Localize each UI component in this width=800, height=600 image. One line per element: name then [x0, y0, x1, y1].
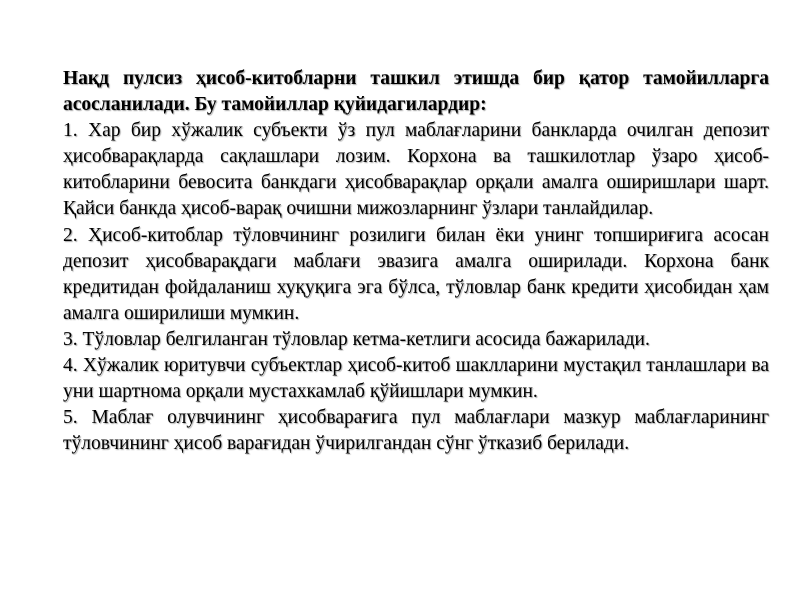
document-heading: Нақд пулсиз ҳисоб-китобларни ташкил этишда бир қатор тамойилларга асосланилади. Бу тамойиллар қуйидагилардир: [63, 68, 769, 116]
principle-item-2: 2. Ҳисоб-китоблар тўловчининг розилиги билан ёки унинг топшириғига асосан депозит ҳисобварақдаги маблағи эвазига амалга оширилади. Корхона банк кредитидан фойдаланиш хуқуқига эга бўлса, тўловлар банк кредити ҳисобидан ҳам амалга оширилиши мумкин. [63, 224, 769, 324]
principle-item-3: 3. Тўловлар белгиланган тўловлар кетма-кетлиги асосида бажарилади. [63, 328, 650, 350]
principle-item-5: 5. Маблағ олувчининг ҳисобварағига пул маблағлари мазкур маблағларининг тўловчининг ҳисоб варағидан ўчирилгандан сўнг ўтказиб берилади. [63, 407, 769, 455]
principle-item-4: 4. Хўжалик юритувчи субъектлар ҳисоб-китоб шаклларини мустақил танлашлари ва уни шартнома орқали мустахкамлаб қўйишлари мумкин. [63, 355, 769, 403]
principle-item-1: 1. Хар бир хўжалик субъекти ўз пул маблағларини банкларда очилган депозит ҳисобварақларда сақлашлари лозим. Корхона ва ташкилотлар ўзаро ҳисоб-китобларини бевосита банкдаги ҳисобварақлар орқали амалга оширишлари шарт. Қайси банкда ҳисоб-варақ очишни мижозларнинг ўзлари танлайдилар. [63, 120, 769, 220]
